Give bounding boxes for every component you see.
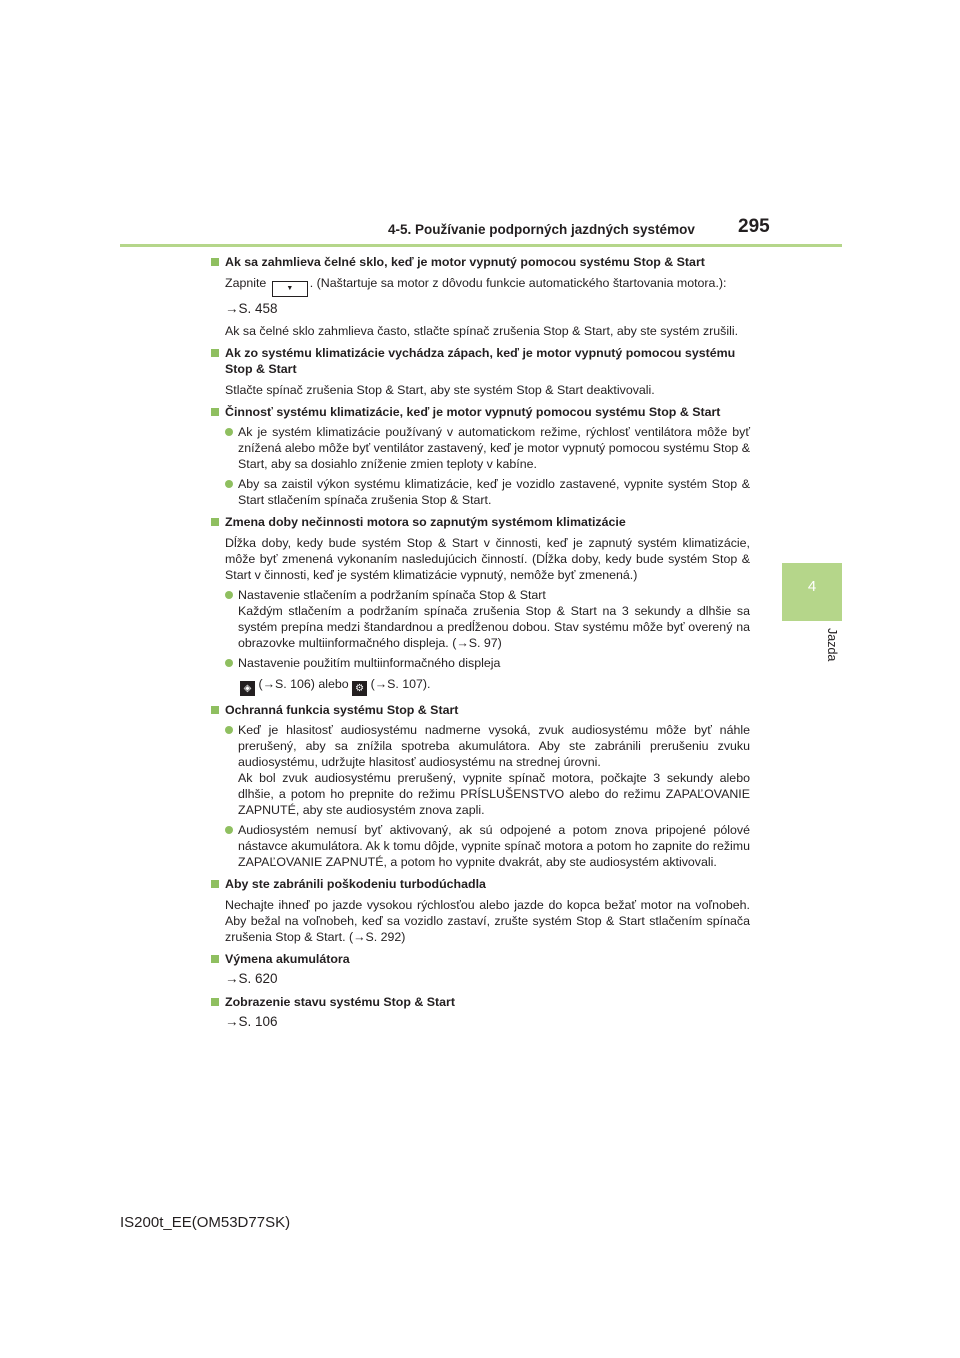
page-content (210, 254, 750, 1031)
section-heading: Činnosť systému klimatizácie, keď je motor vypnutý pomocou systému Stop & Start (210, 404, 750, 420)
square-bullet-icon (211, 998, 219, 1006)
round-bullet-icon (225, 480, 233, 488)
paragraph: Ak sa čelné sklo zahmlieva často, stlačte spínač zrušenia Stop & Start, aby ste systém zrušili. (225, 324, 739, 338)
paragraph: Dĺžka doby, kedy bude systém Stop & Start v činnosti, keď je zapnutý systém klimatizácie, môže byť zmenená vykonaním nasledujúcich činností. (Dĺžka doby, kedy bude systém Stop & Start v činnosti, keď je systém klimatizácie vypnutý, nemôže byť zmenená.) (225, 536, 750, 582)
round-bullet-icon (225, 591, 233, 599)
paragraph: Stlačte spínač zrušenia Stop & Start, aby ste systém Stop & Start deaktivovali. (225, 383, 655, 397)
square-bullet-icon (211, 258, 219, 266)
page-reference: →S. 106 (225, 1014, 278, 1029)
section-heading: Ochranná funkcia systému Stop & Start (210, 702, 750, 718)
list-item: Ak je systém klimatizácie používaný v automatickom režime, rýchlosť ventilátora môže byť znížená alebo môže byť ventilátor zastavený, keď je motor vypnutý pomocou systému Stop & Start, aby sa dosiahlo zníženie zmien teploty v kabíne. (210, 424, 750, 472)
chapter-label: Jazda (825, 628, 839, 662)
list-item: Nastavenie použitím multiinformačného displeja (210, 655, 750, 671)
square-bullet-icon (211, 880, 219, 888)
round-bullet-icon (225, 659, 233, 667)
list-item: Keď je hlasitosť audiosystému nadmerne vysoká, zvuk audiosystému môže byť náhle prerušený, aby sa znížila spotreba akumulátora. Aby ste zabránili prerušeniu zvuku audiosystému, udržujte hlasitosť audiosystému na strednej úrovni. Ak bol zvuk audiosystému prerušený, vypnite spínač motora, počkajte 3 sekundy alebo dlhšie, a potom ho prepnite do režimu PRÍSLUŠENSTVO alebo do režimu ZAPAĽOVANIE ZAPNUTÉ, aby ste audiosystém znova zapli. (210, 722, 750, 818)
chapter-tab (782, 563, 842, 621)
round-bullet-icon (225, 726, 233, 734)
section-heading: Aby ste zabránili poškodeniu turbodúchadla (210, 876, 750, 892)
page-reference: →S. 620 (225, 971, 278, 986)
section-heading: Ak zo systému klimatizácie vychádza zápach, keď je motor vypnutý pomocou systému Stop & Start (210, 345, 750, 377)
square-bullet-icon (211, 518, 219, 526)
square-bullet-icon (211, 706, 219, 714)
windshield-defroster-icon: ▼ (272, 281, 308, 297)
page-reference: →S. 458 (225, 301, 278, 316)
display-references: ◈ (→S. 106) alebo ⚙ (→S. 107). (225, 676, 750, 696)
section-title: 4-5. Používanie podporných jazdných systémov (388, 222, 695, 237)
chapter-number: 4 (807, 578, 817, 595)
square-bullet-icon (211, 955, 219, 963)
display-settings-icon: ◈ (240, 681, 255, 696)
round-bullet-icon (225, 428, 233, 436)
list-item: Audiosystém nemusí byť aktivovaný, ak sú odpojené a potom znova pripojené pólové nástavce akumulátora. Ak k tomu dôjde, vypnite spínač motora a potom ho zapnite do režimu ZAPAĽOVANIE ZAPNUTÉ, a potom ho vypnite dvakrát, aby ste audiosystém aktivovali. (210, 822, 750, 870)
paragraph: Zapnite ▼ . (Naštartuje sa motor z dôvodu funkcie automatického štartovania motora.): (225, 275, 750, 297)
model-code: IS200t_EE(OM53D77SK) (120, 1214, 291, 1231)
header-divider (120, 244, 842, 247)
square-bullet-icon (211, 408, 219, 416)
list-item: Nastavenie stlačením a podržaním spínača Stop & Start Každým stlačením a podržaním spínača zrušenia Stop & Start na 3 sekundy a dlhšie sa systém prepína medzi štandardnou a predĺženou dobou. Stav systému môže byť overený na obrazovke multiinformačného displeja. (→S. 97) (210, 587, 750, 651)
paragraph: Nechajte ihneď po jazde vysokou rýchlosťou alebo jazde do kopca bežať motor na voľnobeh. Aby bežal na voľnobeh, keď sa vozidlo zastaví, zrušte systém Stop & Start stlačením spínača zrušenia Stop & Start. (→S. 292) (225, 898, 750, 944)
section-heading: Ak sa zahmlieva čelné sklo, keď je motor vypnutý pomocou systému Stop & Start (210, 254, 750, 270)
display-gear-icon: ⚙ (352, 681, 367, 696)
section-heading: Výmena akumulátora (210, 951, 750, 967)
section-heading: Zobrazenie stavu systému Stop & Start (210, 994, 750, 1010)
square-bullet-icon (211, 349, 219, 357)
section-heading: Zmena doby nečinnosti motora so zapnutým systémom klimatizácie (210, 514, 750, 530)
page-number: 295 (738, 216, 770, 237)
list-item: Aby sa zaistil výkon systému klimatizácie, keď je vozidlo zastavené, vypnite systém Stop & Start stlačením spínača zrušenia Stop & Start. (210, 476, 750, 508)
round-bullet-icon (225, 826, 233, 834)
